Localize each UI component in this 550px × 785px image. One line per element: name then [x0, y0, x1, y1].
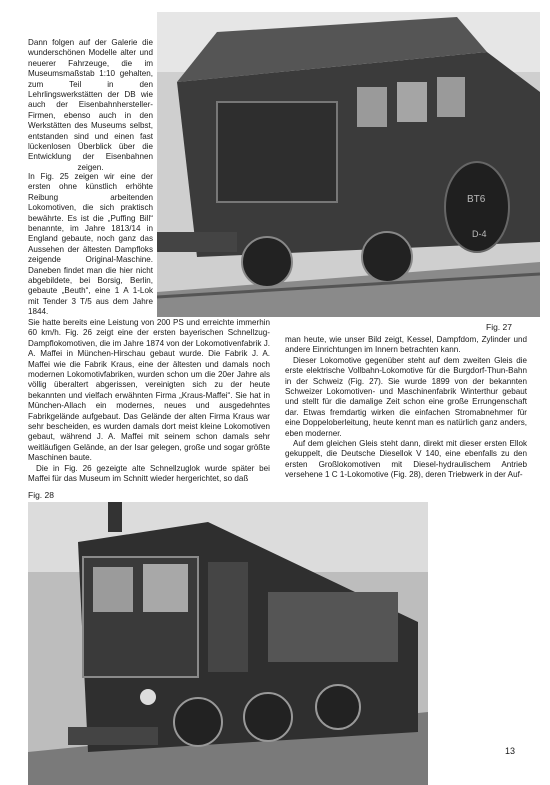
paragraph: Dann folgen auf der Galerie die wunderschönen Modelle alter und neuerer Fahrzeuge, die im Museumsmaßstab 1:10 gehalten, zum Teil in den Lehrlingswerkstätten der DB wie auch der Eisenbahnhersteller-Firmen, ebenso auch in den Werkstätten des Museums selbst, entstanden sind und einen fast lückenlosen Überblick über die Entwicklung der Eisenbahnen zeigen. [28, 38, 153, 172]
locomotive-plate-text-2: D-4 [472, 229, 487, 239]
page-number: 13 [505, 746, 516, 756]
paragraph-fig25-start: In Fig. 25 zeigen wir eine der ersten ohne künstlich erhöhte Reibung arbeitenden Lokomotiven, die sich praktisch bewährte. Es ist die „Puffing Bill“ benannte, im Jahre 1813/14 in England gebaute, noch ganz das Aussehen der ältesten Dampfloks zeigende Original-Maschine. Daneben findet man die hier nicht abgebildete, bei Borsig, Berlin, gebaute „Beuth“, eine 1 A 1-Lok mit Tender 3 T/5 aus dem Jahre 1844. [28, 172, 153, 317]
text-column-left-lower [28, 318, 270, 485]
caption-fig-27: Fig. 27 [486, 322, 512, 332]
figure-28-illustration [28, 502, 428, 785]
paragraph: man heute, wie unser Bild zeigt, Kessel, Dampfdom, Zylinder und andere Einrichtungen im Innern betrachten kann. [285, 335, 527, 355]
text-column-left-upper [28, 172, 153, 318]
text-column-right [285, 335, 527, 481]
paragraph: Die in Fig. 26 gezeigte alte Schnellzuglok wurde später bei Maffei für das Museum im Schnitt wieder hergerichtet, so daß [28, 463, 270, 484]
paragraph: Dieser Lokomotive gegenüber steht auf dem zweiten Gleis die erste elektrische Vollbahn-Lokomotive für die Burgdorf-Thun-Bahn in der Schweiz (Fig. 27). Sie wurde 1899 von der bekannten Schweizer Lokomotiven- und Maschinenfabrik Winterthur gebaut und stellt für die damalige Zeit schon eine große Errungenschaft dar. Etwas fremdartig wirken die einfachen Stromabnehmer für eine Doppeloberleitung, heute kennt man es natürlich ganz anders, eben moderner. [285, 355, 527, 438]
text-column-top-left [28, 38, 153, 173]
figure-28-photo [28, 502, 428, 785]
caption-fig-28: Fig. 28 [28, 490, 54, 500]
figure-27-photo [157, 12, 540, 317]
paragraph-fig25-cont: Sie hatte bereits eine Leistung von 200 PS und erreichte immerhin 60 km/h. Fig. 26 zeigt eine der ersten bayerischen Schnellzug-Dampflokomotiven, die im Jahre 1874 von der Lokomotivenfabrik J. A. Maffei in München-Hirschau gebaut wurde. Die Fabrik J. A. Maffei wie die Fabrik Kraus, eine der ältesten und damals noch modernen Lokomotivfabriken, wurden schon um die 20er Jahre als völlig überaltert abgerissen, vereinigten sich zu der heute bekannten und vielfach erwähnten Firma „Kraus-Maffei“. Sie hat in München-Allach ein modernes, neues und ausgedehntes Fabrikgelände aufgebaut. Das Gelände der alten Firma Kraus war sehr bescheiden, es wurden damals dort meist kleine Lokomotiven gebaut, während J. A. Maffei mit seinem schon damals sehr weitläufigen Gelände, an der Isar gelegen, große und sogar größte Maschinen baute. [28, 318, 270, 463]
paragraph: Auf dem gleichen Gleis steht dann, direkt mit dieser ersten Ellok gekuppelt, die Deutsche Diesellok V 140, eine ebenfalls zu den ersten Großlokomotiven mit Diesel-hydraulischem Antrieb versehene 1 C 1-Lokomotive (Fig. 28), deren Triebwerk in der Auf- [285, 439, 527, 480]
figure-27-illustration [157, 12, 540, 317]
locomotive-plate-text: BT6 [467, 194, 486, 205]
